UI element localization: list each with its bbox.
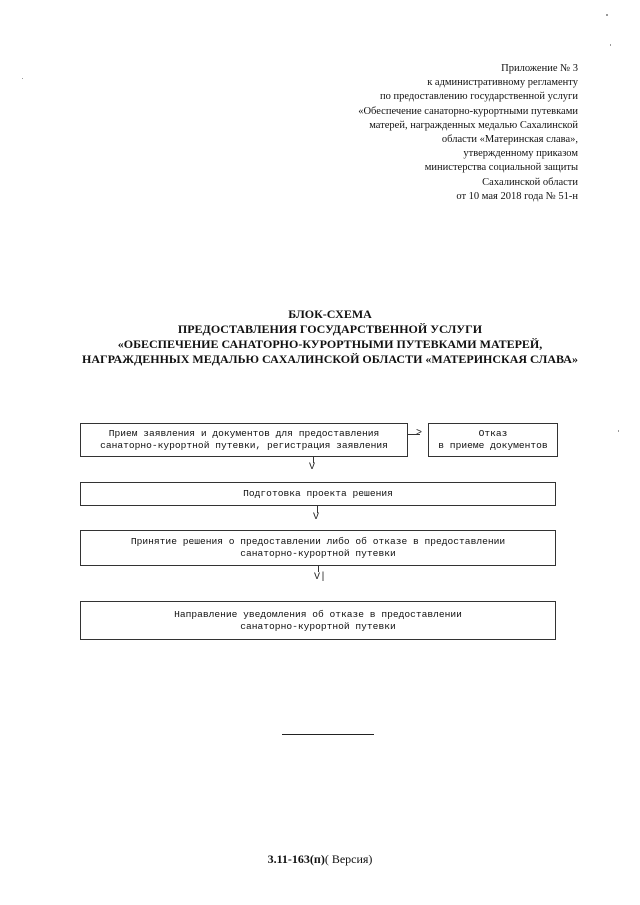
refusal-text: в приеме документов bbox=[438, 440, 548, 451]
step-text: Подготовка проекта решения bbox=[243, 488, 393, 499]
document-title bbox=[60, 307, 600, 367]
step-decision bbox=[80, 530, 556, 566]
appendix-line: области «Материнская слава», bbox=[441, 134, 578, 146]
appendix-line: министерства социальной защиты bbox=[424, 162, 578, 174]
appendix-line: «Обеспечение санаторно-курортными путевками bbox=[358, 105, 578, 117]
arrow-down-icon: V| bbox=[314, 572, 327, 583]
separator-line bbox=[282, 734, 374, 735]
appendix-line: к административному регламенту bbox=[427, 77, 578, 89]
step-text: Направление уведомления об отказе в предоставлении bbox=[174, 608, 462, 620]
title-line: ПРЕДОСТАВЛЕНИЯ ГОСУДАРСТВЕННОЙ УСЛУГИ bbox=[177, 322, 483, 336]
appendix-line: Приложение № 3 bbox=[501, 63, 578, 74]
step-text: Прием заявления и документов для предоставления bbox=[108, 428, 380, 439]
step-text: санаторно-курортной путевки bbox=[240, 548, 396, 559]
appendix-line: по предоставлению государственной услуги bbox=[380, 91, 578, 103]
arrow-right-icon: > bbox=[416, 428, 423, 439]
document-footer bbox=[0, 852, 640, 867]
scan-speck bbox=[606, 14, 608, 16]
arrow-down-icon: V bbox=[309, 462, 316, 473]
appendix-note bbox=[278, 62, 578, 204]
refusal-text: Отказ bbox=[478, 428, 508, 439]
refusal-box bbox=[428, 423, 558, 457]
arrow-down-icon: V bbox=[313, 512, 320, 523]
appendix-line: Сахалинской области bbox=[482, 176, 578, 188]
scan-speck bbox=[618, 430, 619, 432]
step-text: Принятие решения о предоставлении либо об отказе в предоставлении bbox=[130, 536, 506, 547]
appendix-line: от 10 мая 2018 года № 51-н bbox=[456, 190, 578, 202]
title-line: БЛОК-СХЕМА bbox=[288, 307, 372, 321]
scan-speck bbox=[22, 78, 23, 79]
step-text: санаторно-курортной путевки bbox=[240, 620, 396, 632]
title-line: НАГРАЖДЕННЫХ МЕДАЛЬЮ САХАЛИНСКОЙ ОБЛАСТИ «МАТЕРИНСКАЯ СЛАВА» bbox=[82, 352, 578, 366]
document-version: ( Версия) bbox=[324, 852, 373, 866]
step-text: санаторно-курортной путевки, регистрация заявления bbox=[100, 440, 388, 451]
document-code: 3.11-163(п) bbox=[267, 852, 325, 866]
step-receive-application bbox=[80, 423, 408, 457]
appendix-line: матерей, награжденных медалью Сахалинской bbox=[369, 119, 578, 131]
scan-speck bbox=[610, 44, 611, 46]
appendix-line: утвержденному приказом bbox=[463, 148, 578, 160]
step-prepare-draft bbox=[80, 482, 556, 506]
step-send-notification bbox=[80, 601, 556, 640]
title-line: «ОБЕСПЕЧЕНИЕ САНАТОРНО-КУРОРТНЫМИ ПУТЕВКАМИ МАТЕРЕЙ, bbox=[117, 337, 543, 351]
